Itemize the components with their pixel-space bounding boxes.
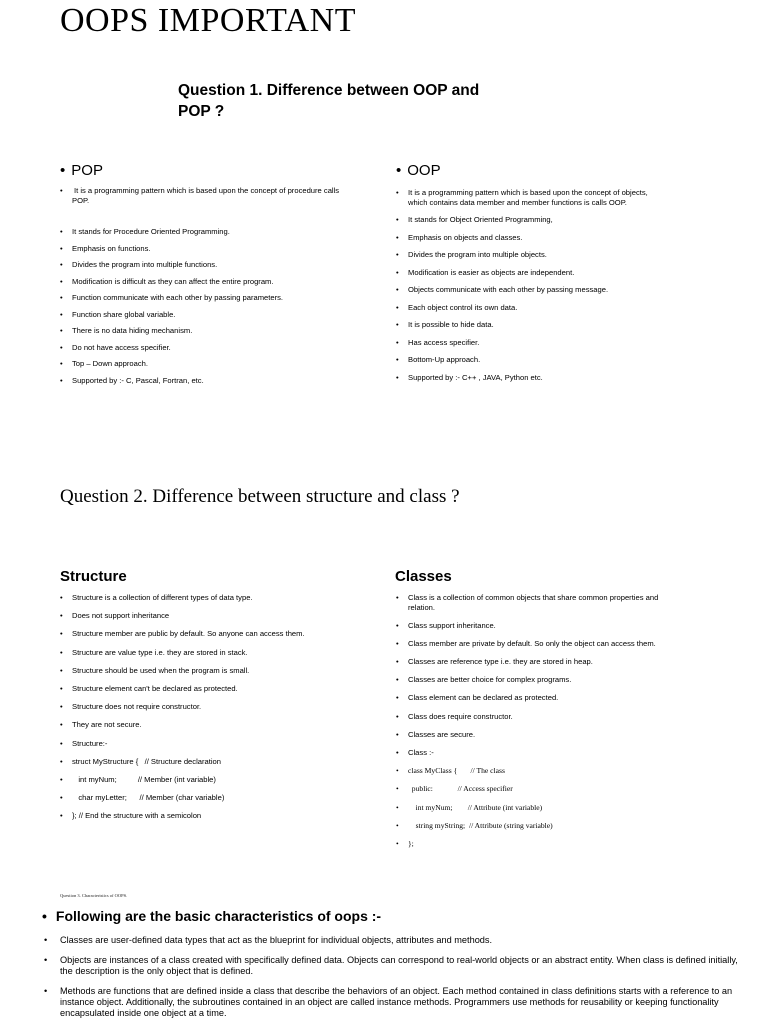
oop-list <box>396 188 736 382</box>
structure-title: Structure <box>60 568 127 585</box>
list-item: • Does not support inheritance <box>60 611 170 621</box>
list-item: • Emphasis on functions. <box>60 243 151 253</box>
bullet-icon: • <box>396 337 399 347</box>
bullet-icon: • <box>60 260 63 269</box>
bullet-icon: • <box>396 285 399 294</box>
list-item: • Classes are better choice for complex programs. <box>396 675 572 685</box>
bullet-icon: • <box>396 729 399 739</box>
bullet-icon: • <box>396 302 399 312</box>
list-item: • Structure element can't be declared as protected. <box>60 683 238 693</box>
list-item: • Structure member are public by default. So anyone can access them. <box>60 629 305 639</box>
bullet-icon: • <box>396 675 399 685</box>
list-item: • Structure:- <box>60 738 108 748</box>
bullet-icon: • <box>396 693 399 703</box>
bullet-icon: • <box>396 320 399 329</box>
bullet-icon: • <box>396 267 399 277</box>
question3-caption: Question 3. Characteristics of OOPS. <box>60 893 128 898</box>
bullet-icon: • <box>60 647 63 657</box>
question3-heading <box>42 908 381 924</box>
list-item: • Objects are instances of a class created with specifically defined data. Objects can correspond to real-world objects or an abstract entity. When class is defined initially, the description is the only object that is defined. <box>44 955 738 976</box>
list-item: • }; <box>396 838 414 848</box>
list-item: • public: // Access specifier <box>396 784 513 794</box>
list-item: • It stands for Object Oriented Programming, <box>396 215 553 224</box>
bullet-icon: • <box>60 611 63 621</box>
bullet-icon: • <box>396 372 399 382</box>
oop-title-text: OOP <box>407 162 441 179</box>
bullet-icon: • <box>60 276 63 286</box>
bullet-icon: • <box>44 955 48 965</box>
bullet-icon: • <box>396 657 399 667</box>
bullet-icon: • <box>396 593 399 602</box>
bullet-icon: • <box>42 908 47 924</box>
list-item: • Divides the program into multiple objects. <box>396 250 547 259</box>
list-item: • Bottom-Up approach. <box>396 355 481 364</box>
list-item: • Modification is difficult as they can affect the entire program. <box>60 276 274 286</box>
list-item: • Top – Down approach. <box>60 359 148 368</box>
bullet-icon: • <box>60 793 63 803</box>
pop-title <box>60 162 103 179</box>
list-item: • Divides the program into multiple functions. <box>60 260 218 269</box>
list-item: • Function communicate with each other by passing parameters. <box>60 293 284 302</box>
bullet-icon: • <box>60 738 63 748</box>
bullet-icon: • <box>396 162 402 179</box>
bullet-icon: • <box>60 720 63 730</box>
list-item: • int myNum; // Member (int variable) <box>60 774 216 784</box>
list-item: • class MyClass { // The class <box>396 766 505 776</box>
bullet-icon: • <box>60 774 63 784</box>
list-item: relation. <box>408 602 436 612</box>
list-item: • Each object control its own data. <box>396 302 518 312</box>
list-item: • }; // End the structure with a semicolon <box>60 811 202 821</box>
list-item: • Objects communicate with each other by passing message. <box>396 285 609 294</box>
bullet-icon: • <box>396 766 399 776</box>
list-item: • Classes are reference type i.e. they are stored in heap. <box>396 657 593 667</box>
bullet-icon: • <box>396 748 399 757</box>
classes-list <box>396 593 736 848</box>
bullet-icon: • <box>396 802 399 812</box>
bullet-icon: • <box>396 784 399 794</box>
bullet-icon: • <box>396 250 399 259</box>
bullet-icon: • <box>396 355 399 364</box>
bullet-icon: • <box>396 215 399 224</box>
bullet-icon: • <box>396 620 399 630</box>
bullet-icon: • <box>60 629 63 639</box>
bullet-icon: • <box>60 309 63 319</box>
bullet-icon: • <box>396 711 399 721</box>
bullet-icon: • <box>60 702 63 712</box>
list-item: • Supported by :- C, Pascal, Fortran, etc. <box>60 375 204 385</box>
list-item: • Class member are private by default. So only the object can access them. <box>396 638 656 648</box>
list-item: which contains data member and member functions is calls OOP. <box>408 197 627 207</box>
list-item: • string myString; // Attribute (string variable) <box>396 820 553 830</box>
list-item: • Function share global variable. <box>60 309 176 319</box>
list-item: • Structure should be used when the program is small. <box>60 665 250 675</box>
bullet-icon: • <box>396 188 399 197</box>
list-item: • int myNum; // Attribute (int variable) <box>396 802 543 812</box>
bullet-icon: • <box>44 935 48 945</box>
list-item: • It is a programming pattern which is based upon the concept of objects, <box>396 188 648 197</box>
classes-title: Classes <box>395 568 452 585</box>
list-item: • There is no data hiding mechanism. <box>60 326 193 335</box>
list-item: • Structure does not require constructor. <box>60 702 202 712</box>
list-item: • Emphasis on objects and classes. <box>396 232 523 242</box>
list-item: • Class does require constructor. <box>396 711 513 721</box>
bullet-icon: • <box>396 638 399 648</box>
bullet-icon: • <box>60 756 63 766</box>
bullet-icon: • <box>60 342 63 352</box>
question3-heading-text: Following are the basic characteristics of oops :- <box>55 908 382 924</box>
list-item: • Methods are functions that are defined inside a class that describe the behaviors of an object. Each method contained in class definitions starts with a reference to an instance object. Additionally, the subroutines contained in an object are called instance methods. Programmers use methods for reusability or keeping functionality encapsulated inside one object at a time. <box>44 986 733 1018</box>
bullet-icon: • <box>60 375 63 385</box>
list-item: • Has access specifier. <box>396 337 480 347</box>
bullet-icon: • <box>60 186 63 195</box>
list-item: • Class support inheritance. <box>396 620 496 630</box>
list-item: • Structure are value type i.e. they are stored in stack. <box>60 647 248 657</box>
list-item: • Structure is a collection of different types of data type. <box>60 593 253 602</box>
oop-title <box>396 162 441 179</box>
bullet-icon: • <box>60 243 63 253</box>
bullet-icon: • <box>60 326 63 335</box>
list-item: POP. <box>72 195 90 205</box>
bullet-icon: • <box>396 820 399 830</box>
bullet-icon: • <box>60 665 63 675</box>
bullet-icon: • <box>60 227 63 236</box>
list-item: • It stands for Procedure Oriented Programming. <box>60 227 230 236</box>
list-item: • Supported by :- C++ , JAVA, Python etc. <box>396 372 543 382</box>
list-item: • Class :- <box>396 748 434 757</box>
page-title: OOPS IMPORTANT <box>60 2 356 39</box>
pop-list <box>60 186 380 385</box>
list-item: • Class is a collection of common objects that share common properties and <box>396 593 659 602</box>
bullet-icon: • <box>396 232 399 242</box>
list-item: • Classes are secure. <box>396 729 476 739</box>
list-item: • struct MyStructure { // Structure declaration <box>60 756 221 766</box>
bullet-icon: • <box>60 162 66 179</box>
question1-heading: Question 1. Difference between OOP and POP ? <box>178 82 480 120</box>
characteristics-list <box>44 935 744 1019</box>
list-item: • They are not secure. <box>60 720 142 730</box>
question2-heading: Question 2. Difference between structure and class ? <box>60 486 460 507</box>
list-item: • Do not have access specifier. <box>60 342 171 352</box>
list-item: • Class element can be declared as protected. <box>396 693 559 703</box>
pop-title-text: POP <box>71 162 103 179</box>
bullet-icon: • <box>60 683 63 693</box>
list-item: • Modification is easier as objects are independent. <box>396 267 575 277</box>
bullet-icon: • <box>60 359 63 368</box>
list-item: • It is a programming pattern which is based upon the concept of procedure calls <box>60 186 340 195</box>
structure-list <box>60 593 380 821</box>
bullet-icon: • <box>60 811 63 821</box>
bullet-icon: • <box>44 986 48 996</box>
list-item: • Classes are user-defined data types that act as the blueprint for individual objects, attributes and methods. <box>44 935 493 945</box>
bullet-icon: • <box>60 593 63 602</box>
bullet-icon: • <box>60 293 63 302</box>
list-item: • It is possible to hide data. <box>396 320 494 329</box>
bullet-icon: • <box>396 838 399 848</box>
list-item: • char myLetter; // Member (char variable) <box>60 793 225 803</box>
